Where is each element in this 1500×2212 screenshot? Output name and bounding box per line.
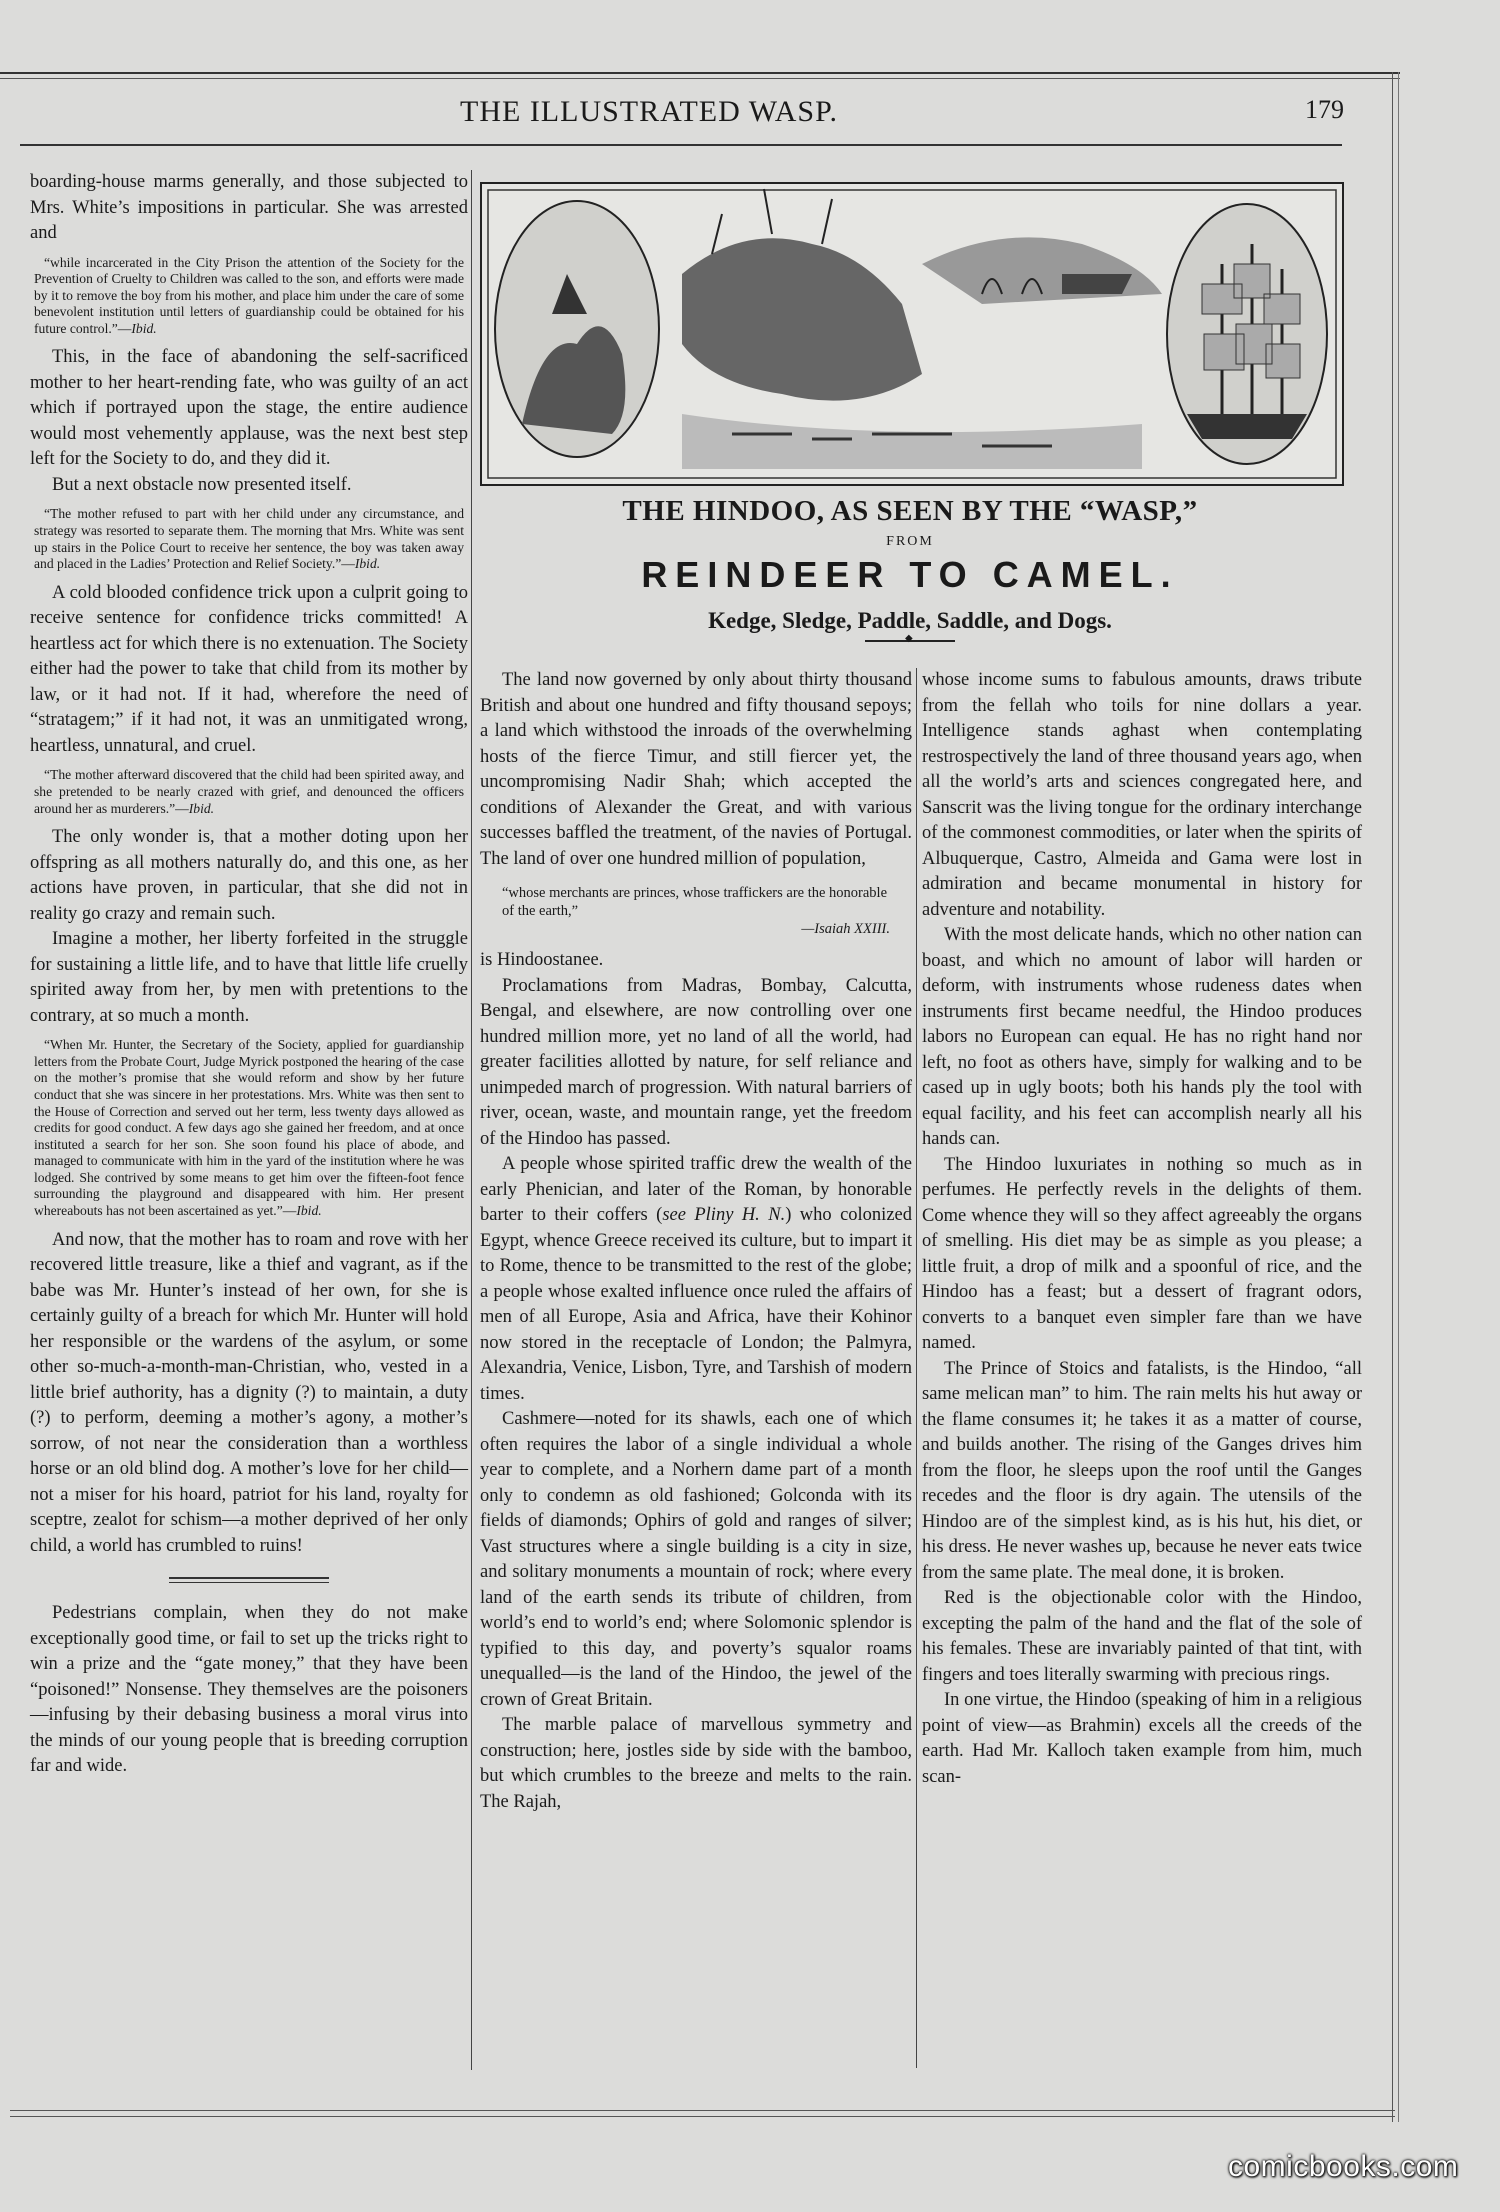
header-rule: [20, 144, 1342, 146]
quotation: “When Mr. Hunter, the Secretary of the Society, applied for guardianship letters from the Probate Court, Judge Myrick postponed the hearing of the case on the mother’s promise that she would reform and show by her future conduct that she was sincere in her protestations. Mrs. White was then sent to the House of Correction and served out her term, less twenty days allowed as credits for good conduct. A few days ago she gained her freedom, and at once instituted a search for her son. She soon found his place of abode, and managed to communicate with him in the yard of the institution where he was lodged. She contrived by some means to get him over the fifteen-foot fence surrounding the playground and disappeared with him. Her present whereabouts has not been ascertained as yet.”—Ibid.: [34, 1037, 464, 1219]
column-middle: [480, 668, 912, 1815]
paragraph: Proclamations from Madras, Bombay, Calcutta, Bengal, and elsewhere, are now controlling over one hundred million more, yet no land of all the world, had greater facilities allotted by nature, for self reliance and unimpeded march of progression. With natural barriers of river, ocean, waste, and mountain range, yet the freedom of the Hindoo has passed.: [480, 975, 912, 1149]
paragraph: A cold blooded confidence trick upon a culprit going to receive sentence for confidence tricks committed! A heartless act for which there is no extenuation. The Society either had the power to take that child from its mother by law, or it had not. If it had, wherefore the need of “stratagem;” if it had not, it was an unmitigated wrong, heartless, unnatural, and cruel.: [30, 582, 468, 756]
paragraph: With the most delicate hands, which no other nation can boast, and which no amount of labor will harden or deform, with instruments whose rudeness dates when instruments first became needful, the Hindoo produces labors no European can equal. He has no right hand nor left, no foot as others have, simply for walking and to be cased up in ugly boots; both his hands ply the tool with equal facility, and his feet can accomplish nearly all his hands can.: [922, 925, 1362, 1149]
paragraph: The marble palace of marvellous symmetry and construction; here, jostles side by side with the bamboo, but which crumbles to the breeze and melts to the rain. The Rajah,: [480, 1715, 912, 1812]
right-border: [1392, 72, 1393, 2122]
quotation: “whose merchants are princes, whose traffickers are the honorable of the earth,” —Isaiah XXIII.: [502, 885, 890, 937]
headline: THE HINDOO, AS SEEN BY THE “WASP,”: [622, 495, 1198, 527]
paragraph: The Hindoo luxuriates in nothing so much as in perfumes. He perfectly revels in the delights of them. Come whence they will so they affect agreeably the organs of smelling. His diet may be as simple as you please; a little fruit, a drop of milk and a spoonful of rice, and the Hindoo has a feast; but a dessert of fragrant odors, converts to a banquet even simpler fare than we have named.: [922, 1154, 1362, 1353]
paragraph: The only wonder is, that a mother doting upon her offspring as all mothers naturally do, and this one, as her actions have proven, in particular, that she did not in reality go crazy and remain such.: [30, 827, 468, 924]
paragraph: The Prince of Stoics and fatalists, is the Hindoo, “all same melican man” to him. The rain melts his hut away or the flame consumes it; he takes it as a matter of course, and builds another. The rising of the Ganges drives him from the floor, he sleeps upon the roof until the Ganges recedes and the floor is dry again. The utensils of the Hindoo are of the simplest kind, as is his hut, his diet, or his dress. He never washes up, because he never eats twice from the same plate. The meal done, it is broken.: [922, 1358, 1362, 1583]
paragraph: And now, that the mother has to roam and rove with her recovered little treasure, like a thief and vagrant, as if the babe was Mr. Hunter’s instead of her own, for she is certainly guilty of a breach for which Mr. Hunter will hold her responsible or the wardens of the asylum, or some other so-much-a-month-man-Christian, who, vested in a little brief authority, has a dignity (?) to maintain, a duty (?) to perform, deeming a mother’s agony, a mother’s sorrow, of not near the consideration than a worthless horse or an old blind dog. A mother’s love for her child—not a miser for his hoard, patriot for his land, royalty for sceptre, zealot for schism—a mother deprived of her only child, a world has crumbled to ruins!: [30, 1229, 468, 1556]
column-rule-left: [471, 170, 472, 2070]
watermark: comicbooks.com: [1228, 2150, 1459, 2183]
page-number: 179: [1305, 95, 1344, 124]
paragraph: A people whose spirited traffic drew the wealth of the early Phenician, and later of the Roman, by honorable barter to their coffers (see Pliny H. N.) who colonized Egypt, whence Greece received its culture, but to impart it to Rome, thence to be transmitted to the rest of the globe; a people whose exalted influence once ruled the affairs of men of all Europe, Asia and Africa, have their Kohinor now stored in the receptacle of London; the Palmyra, Alexandria, Venice, Lisbon, Tyre, and Tarshish of modern times.: [480, 1154, 913, 1404]
paragraph: whose income sums to fabulous amounts, draws tribute from the fellah who toils for nine dollars a year. Intelligence stands aghast when contemplating restrospectively the land of three thousand years ago, when all the world’s arts and sciences congregated here, and Sanscrit was the living tongue for the ordinary interchange of the commonest commodities, or later when the spirits of Albuquerque, Castro, Almeida and Gama were lost in admiration and became monumental in history for adventure and notability.: [922, 670, 1362, 920]
illustration-drawing: [482, 184, 1342, 484]
paragraph: Cashmere—noted for its shawls, each one of which often requires the labor of a single individual a whole year to complete, and a Norhern dame part of a month only to condemn as old fashioned; Golconda with its fields of diamonds; Ophirs of gold and ranges of silver; Vast structures where a single building is a city in size, and solitary monuments a mountain of rock; where every land of the earth sends its tribute of children, from world’s end to world’s end; where Solomonic splendor is typified to this day, and poverty’s squalor roams unequalled—is the land of the Hindoo, the jewel of the crown of Great Britain.: [480, 1409, 912, 1710]
engraving-illustration: [480, 182, 1344, 486]
publication-title: THE ILLUSTRATED WASP.: [460, 95, 838, 128]
headline-title: REINDEER TO CAMEL.: [641, 554, 1179, 595]
paragraph: Pedestrians complain, when they do not make exceptionally good time, or fail to set up the tricks right to win a prize and the “gate money,” that they have been “poisoned!” Nonsense. They themselves are the poisoners—infusing by their debasing business a moral virus into the minds of our young people that is breeding corruption far and wide.: [30, 1603, 468, 1777]
right-border-inner: [1398, 72, 1399, 2122]
bottom-border: [10, 2110, 1395, 2111]
headline-from: FROM: [886, 534, 934, 549]
quotation: “The mother refused to part with her child under any circumstance, and strategy was resorted to separate them. The morning that Mrs. White was sent up stairs in the Police Court to receive her sentence, the boy was taken away and placed in the Ladies’ Protection and Relief Society.”—Ibid.: [34, 506, 464, 572]
top-border-inner: [0, 78, 1400, 79]
bottom-border-inner: [10, 2116, 1395, 2117]
article-headline-block: [480, 495, 1340, 642]
paragraph: This, in the face of abandoning the self-sacrificed mother to her heart-rending fate, who was guilty of an act which if portrayed upon the stage, the entire audience would most vehemently applause, was the next best step left for the Society to do, and they did it.: [30, 347, 468, 470]
running-head: [0, 95, 1344, 135]
headline-subtitle: Kedge, Sledge, Paddle, Saddle, and Dogs.: [708, 608, 1112, 633]
paragraph: But a next obstacle now presented itself.: [52, 474, 352, 495]
column-left: [30, 170, 468, 1780]
top-border: [0, 72, 1400, 74]
quotation: “while incarcerated in the City Prison the attention of the Society for the Prevention of Cruelty to Children was called to the son, and efforts were made by it to remove the boy from his mother, and place him under the care of some benevolent institution until letters of guardianship could be obtained for his future control.”—Ibid.: [34, 254, 464, 336]
ornament-divider: [865, 640, 955, 642]
column-rule-right: [916, 668, 917, 2068]
paragraph: In one virtue, the Hindoo (speaking of him in a religious point of view—as Brahmin) excels all the creeds of the earth. Had Mr. Kalloch taken example from him, much scan-: [922, 1690, 1362, 1787]
quotation: “The mother afterward discovered that the child had been spirited away, and she pretended to be nearly crazed with grief, and denounced the officers around her as murderers.”—Ibid.: [34, 767, 464, 816]
section-divider: [169, 1577, 329, 1579]
column-right: [922, 668, 1362, 1790]
paragraph: is Hindoostanee.: [480, 950, 604, 970]
paragraph: Red is the objectionable color with the Hindoo, excepting the palm of the hand and the flat of the sole of his females. These are invariably painted of that tint, with fingers and toes literally swarming with precious rings.: [922, 1588, 1362, 1685]
paragraph: boarding-house marms generally, and those subjected to Mrs. White’s impositions in particular. She was arrested and: [30, 172, 468, 243]
paragraph: The land now governed by only about thirty thousand British and about one hundred and fifty thousand sepoys; a land which withstood the inroads of the overwhelming hosts of the fierce Timur, and still fiercer yet, the uncompromising Nadir Shah; which accepted the conditions of Alexander the Great, and with various successes baffled the treatment, of the navies of Portugal. The land of over one hundred million of population,: [480, 670, 912, 869]
paragraph: Imagine a mother, her liberty forfeited in the struggle for sustaining a little life, and to have that little life cruelly spirited away from her, by men with pretentions to the contrary, at so much a month.: [30, 929, 468, 1026]
